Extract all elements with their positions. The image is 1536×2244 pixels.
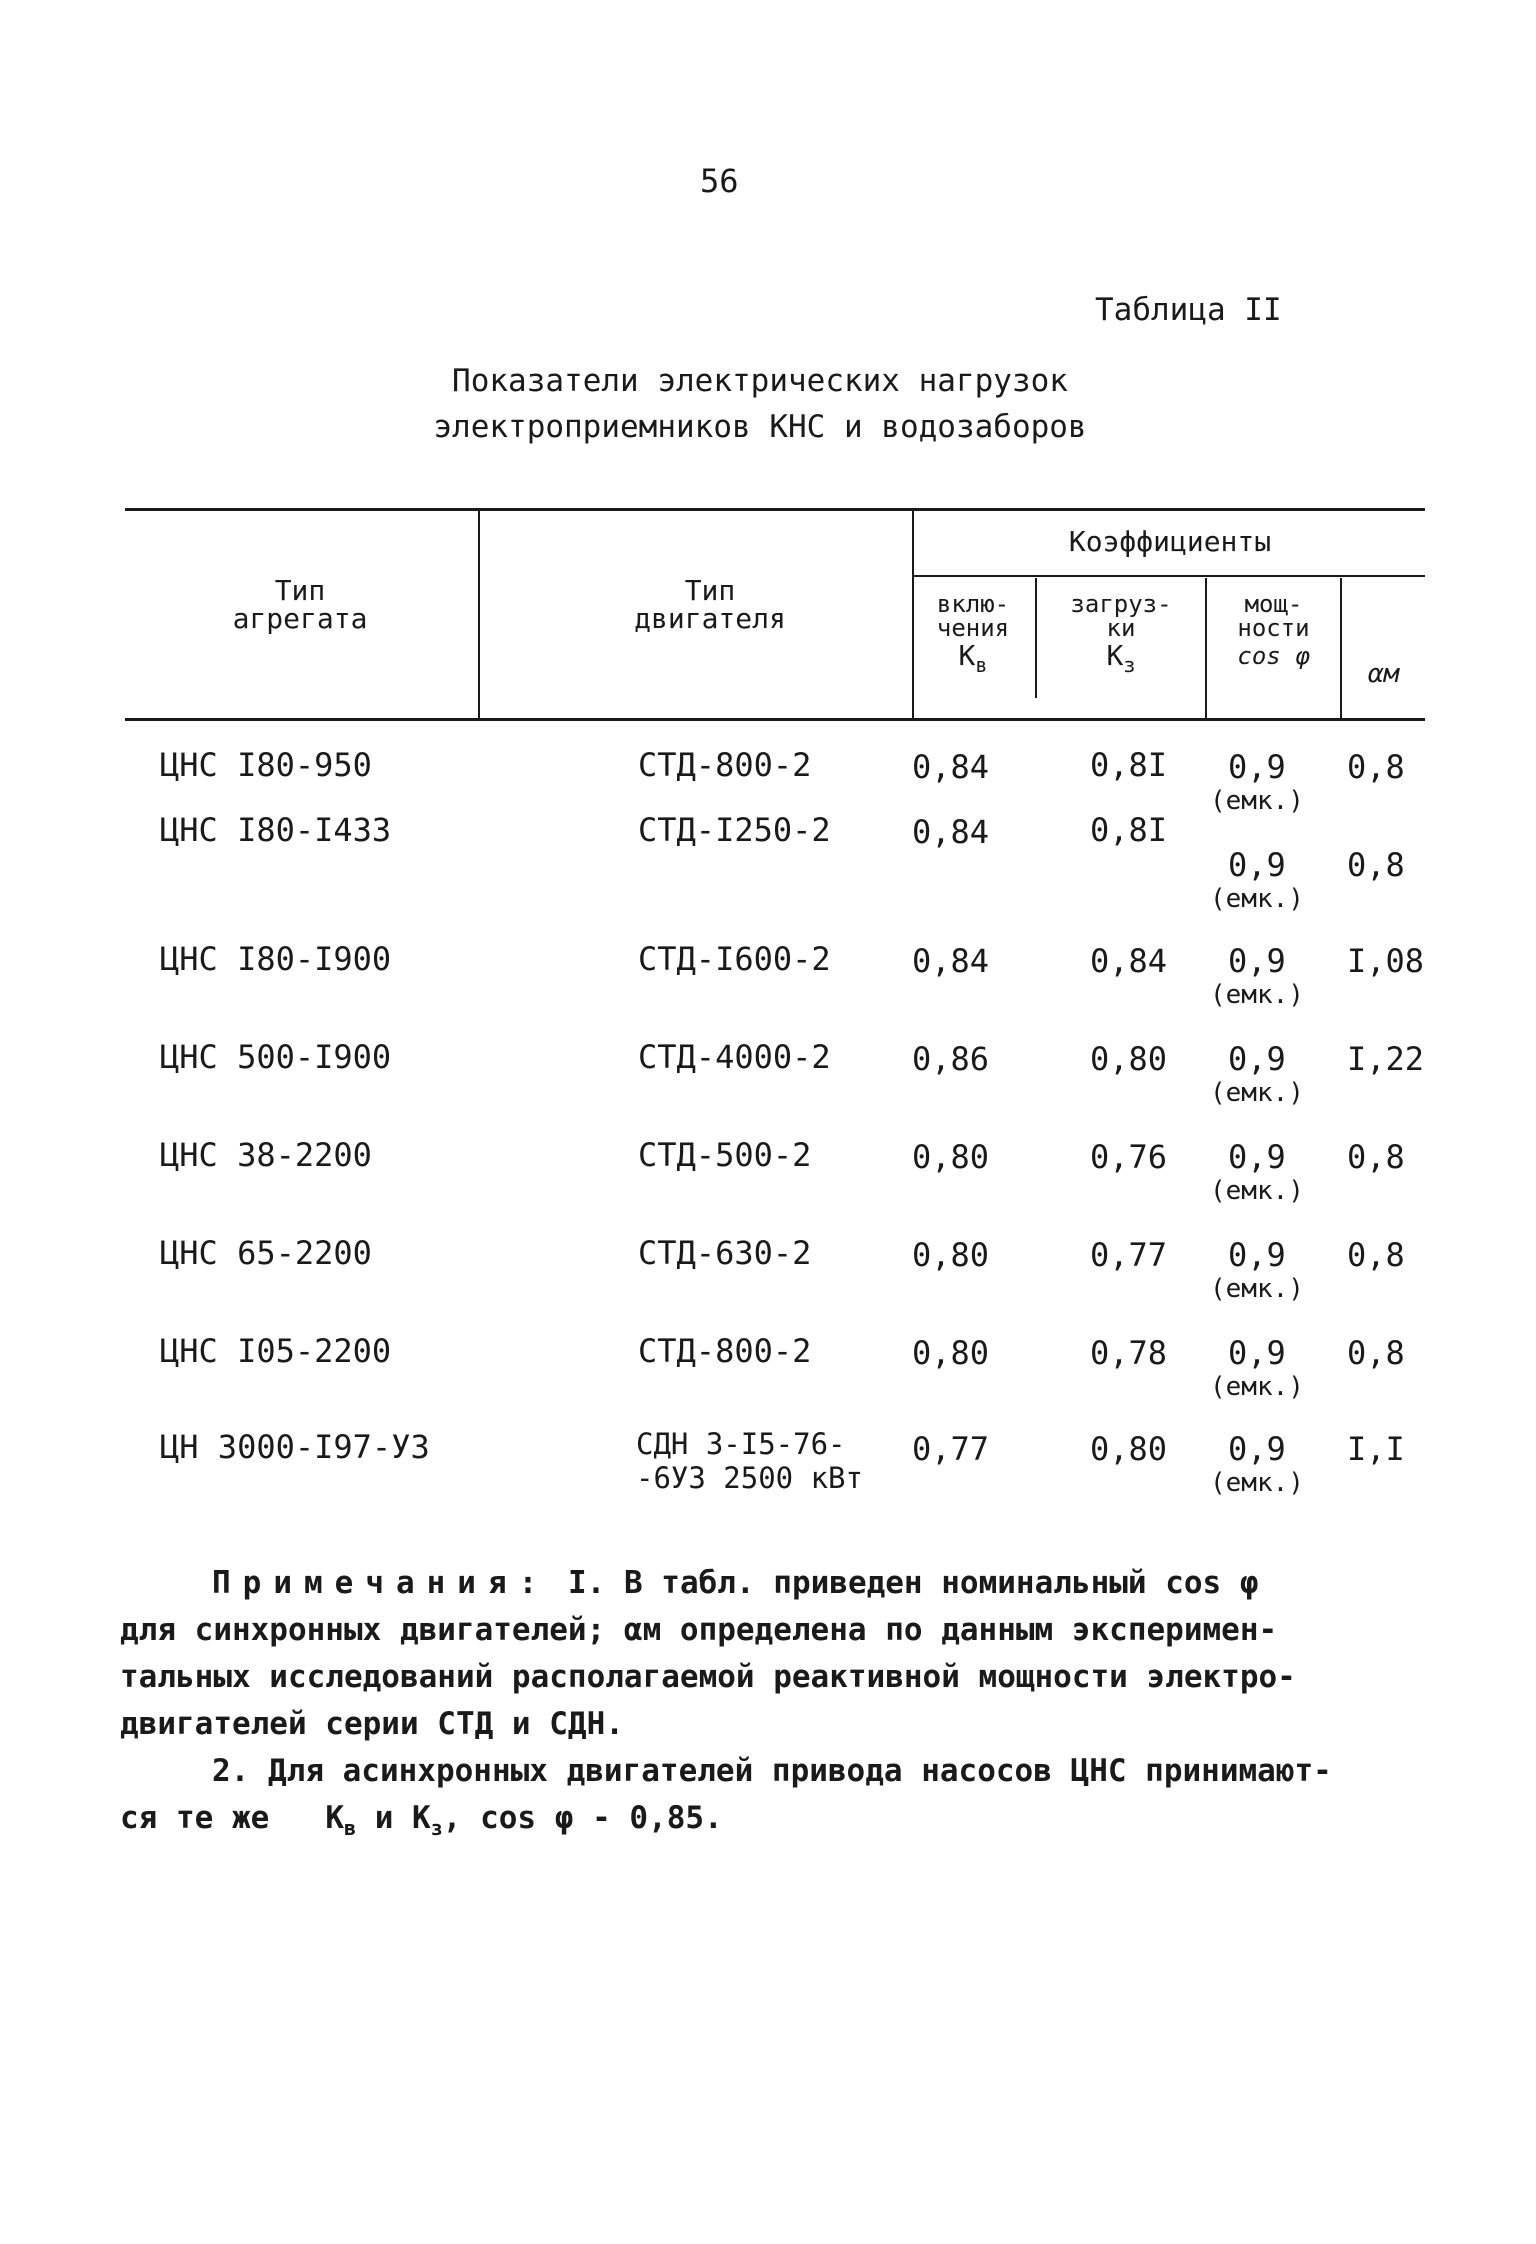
- note-2-kv-symbol: K: [325, 1800, 344, 1836]
- table-row-4-kz: 0,76: [1090, 1138, 1168, 1176]
- col-divider-1: [478, 510, 480, 718]
- header-kv-symbol: K: [958, 639, 976, 672]
- note-2-line-2-end: , cos φ - 0,85.: [442, 1800, 723, 1836]
- header-bottom-rule: [125, 718, 1425, 721]
- note-2-and: и: [374, 1800, 394, 1836]
- note-1-line-3: тальных исследований располагаемой реактивной мощности электро-: [120, 1659, 1296, 1695]
- table-row-4-unit: ЦНС 38-2200: [160, 1136, 372, 1174]
- table-row-0-kz: 0,8I: [1090, 746, 1168, 784]
- table-row-7-unit: ЦН 3000-I97-УЗ: [160, 1428, 430, 1466]
- note-1-line-1: [120, 1560, 1420, 1607]
- col-divider-5: [1340, 578, 1342, 718]
- table-row-3-unit: ЦНС 500-I900: [160, 1038, 392, 1076]
- table-row-0-am: 0,8: [1347, 748, 1405, 786]
- table-row-6-kv: 0,80: [912, 1334, 990, 1372]
- table-row-7-am: I,I: [1347, 1430, 1405, 1468]
- table-row-3-motor: СТД-4000-2: [638, 1038, 831, 1076]
- table-row-6-kz: 0,78: [1090, 1334, 1168, 1372]
- table-row-6-cos-note: (емк.): [1210, 1372, 1304, 1402]
- table-row-7-motor-line-2: -6УЗ 2500 кВт: [636, 1461, 863, 1495]
- header-motor-type-line-1: Тип: [684, 574, 736, 607]
- header-motor-type-line-2: двигателя: [634, 602, 786, 635]
- table-row-1-unit: ЦНС I80-I433: [160, 811, 392, 849]
- note-2-line-2-start: ся те же: [120, 1800, 270, 1836]
- header-kv-symbol-wrap: [912, 639, 1034, 677]
- table-row-5-kz: 0,77: [1090, 1236, 1168, 1274]
- table-row-2-motor: СТД-I600-2: [638, 940, 831, 978]
- note-2-line-1: 2. Для асинхронных двигателей привода насосов ЦНС принимают-: [212, 1753, 1332, 1789]
- table-title-line-2: электроприемников КНС и водозаборов: [433, 409, 1087, 445]
- table-row-6-cos: 0,9: [1228, 1334, 1286, 1372]
- table-row-0-motor: СТД-800-2: [638, 746, 812, 784]
- table-row-5-cos: 0,9: [1228, 1236, 1286, 1274]
- table-row-5-kv: 0,80: [912, 1236, 990, 1274]
- table-row-2-am: I,08: [1347, 942, 1425, 980]
- table-row-6-unit: ЦНС I05-2200: [160, 1332, 392, 1370]
- table-row-5-am: 0,8: [1347, 1236, 1405, 1274]
- table-row-1-am: 0,8: [1347, 846, 1405, 884]
- table-row-1-cos: 0,9: [1228, 846, 1286, 884]
- table-row-7-cos-note: (емк.): [1210, 1468, 1304, 1498]
- header-cos-line-2: ности: [1237, 614, 1310, 642]
- header-kz: [1037, 592, 1205, 677]
- header-cos-line-1: мощ-: [1244, 590, 1303, 618]
- header-motor-type: [530, 574, 890, 635]
- table-row-0-kv: 0,84: [912, 748, 990, 786]
- table-row-2-unit: ЦНС I80-I900: [160, 940, 392, 978]
- header-cos-symbol: cos φ: [1237, 642, 1310, 670]
- table-row-7-kv: 0,77: [912, 1430, 990, 1468]
- table-row-1-cos-note: (емк.): [1210, 884, 1304, 914]
- note-2-kz-symbol: K: [412, 1800, 431, 1836]
- header-kz-subscript: з: [1123, 653, 1136, 677]
- header-kv-line-2: чения: [936, 614, 1010, 642]
- header-am: αм: [1367, 659, 1400, 689]
- header-kv: [912, 592, 1034, 677]
- table-label: Таблица II: [1095, 292, 1282, 328]
- header-cos: [1207, 592, 1340, 668]
- table-row-3-kv: 0,86: [912, 1040, 990, 1078]
- table-row-3-kz: 0,80: [1090, 1040, 1168, 1078]
- note-2-line-2: [120, 1795, 1420, 1852]
- table-row-4-am: 0,8: [1347, 1138, 1405, 1176]
- table-top-rule: [125, 508, 1425, 511]
- table-row-3-cos-note: (емк.): [1210, 1078, 1304, 1108]
- table-row-4-cos: 0,9: [1228, 1138, 1286, 1176]
- table-row-6-motor: СТД-800-2: [638, 1332, 812, 1370]
- notes-label: Примечания:: [212, 1565, 550, 1601]
- table-row-2-kz: 0,84: [1090, 942, 1168, 980]
- table-row-4-kv: 0,80: [912, 1138, 990, 1176]
- table-title-line-1: Показатели электрических нагрузок: [452, 363, 1068, 399]
- table-row-0-cos-note: (емк.): [1210, 786, 1304, 816]
- header-kz-symbol-wrap: [1037, 639, 1205, 677]
- page-number: 56: [700, 162, 739, 200]
- note-2-kz-subscript: з: [430, 1816, 443, 1840]
- table-row-1-kz: 0,8I: [1090, 811, 1168, 849]
- table-row-1-motor: СТД-I250-2: [638, 811, 831, 849]
- table-title: [300, 358, 1220, 450]
- header-kz-line-2: ки: [1106, 614, 1136, 642]
- table-row-4-motor: СТД-500-2: [638, 1136, 812, 1174]
- table-row-7-cos: 0,9: [1228, 1430, 1286, 1468]
- header-kv-subscript: в: [975, 653, 988, 677]
- header-unit-type: [140, 574, 460, 635]
- table-row-4-cos-note: (емк.): [1210, 1176, 1304, 1206]
- table-row-3-am: I,22: [1347, 1040, 1425, 1078]
- note-1-line-2: для синхронных двигателей; αм определена по данным эксперимен-: [120, 1612, 1278, 1648]
- table-row-0-unit: ЦНС I80-950: [160, 746, 372, 784]
- table-row-5-unit: ЦНС 65-2200: [160, 1234, 372, 1272]
- table-row-1-kv: 0,84: [912, 813, 990, 851]
- table-row-2-cos-note: (емк.): [1210, 980, 1304, 1010]
- table-row-2-kv: 0,84: [912, 942, 990, 980]
- table-row-3-cos: 0,9: [1228, 1040, 1286, 1078]
- header-unit-type-line-1: Тип: [274, 574, 326, 607]
- coefficients-rule: [913, 575, 1425, 577]
- header-unit-type-line-2: агрегата: [232, 602, 368, 635]
- header-kz-symbol: K: [1106, 639, 1124, 672]
- note-2-kv-subscript: в: [343, 1816, 357, 1840]
- header-coefficients: Коэффициенты: [1068, 525, 1272, 558]
- table-row-2-cos: 0,9: [1228, 942, 1286, 980]
- note-1-line-4: двигателей серии СТД и СДН.: [120, 1706, 624, 1742]
- table-row-5-cos-note: (емк.): [1210, 1274, 1304, 1304]
- table-row-7-motor: СДН 3-I5-76-: [636, 1427, 846, 1461]
- note-1-line-1-text: I. В табл. приведен номинальный cos φ: [567, 1565, 1259, 1601]
- header-kz-line-1: загруз-: [1070, 590, 1172, 618]
- table-row-5-motor: СТД-630-2: [638, 1234, 812, 1272]
- table-row-7-kz: 0,80: [1090, 1430, 1168, 1468]
- header-kv-line-1: вклю-: [936, 590, 1010, 618]
- table-row-6-am: 0,8: [1347, 1334, 1405, 1372]
- notes: [120, 1560, 1420, 1852]
- table-row-0-cos: 0,9: [1228, 748, 1286, 786]
